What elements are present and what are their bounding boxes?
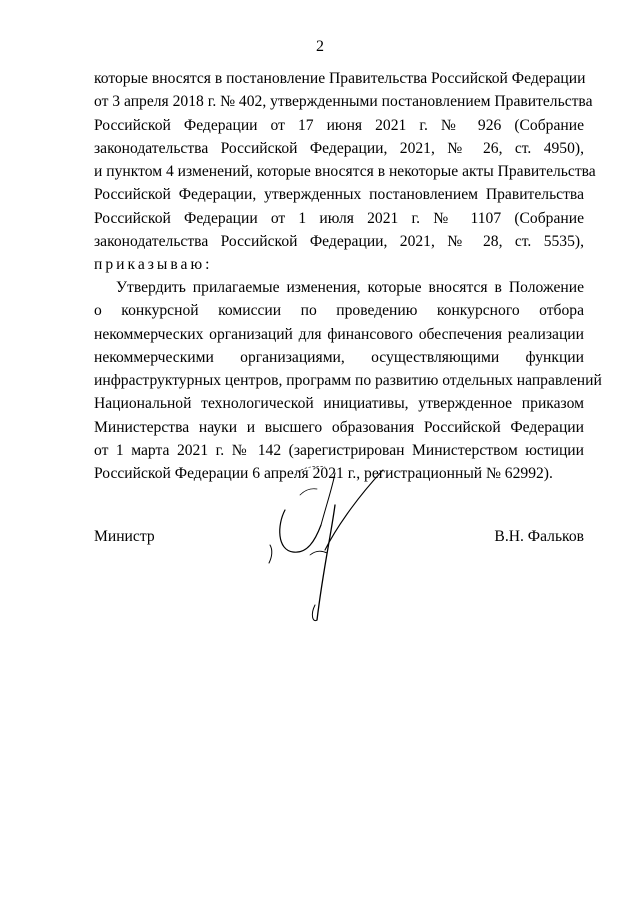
text-line: Российской Федерации от 1 июля 2021 г. № 1107 (Собрание [94, 209, 584, 227]
text-line: Российской Федерации от 17 июня 2021 г. № 926 (Собрание [94, 116, 584, 134]
text-line: законодательства Российской Федерации, 2021, № 26, ст. 4950), [94, 139, 584, 157]
signatory-title: Министр [94, 528, 155, 545]
signatory-name: В.Н. Фальков [494, 528, 584, 545]
text-line: о конкурсной комиссии по проведению конкурсного отбора [94, 302, 584, 320]
text-line: некоммерческих организаций для финансового обеспечения реализации [94, 325, 584, 343]
page-number: 2 [316, 38, 324, 55]
handwritten-signature [255, 455, 415, 630]
text-line: Российской Федерации, утвержденных постановлением Правительства [94, 186, 584, 204]
text-line: от 1 марта 2021 г. № 142 (зарегистрирован Министерством юстиции [94, 442, 584, 460]
text-line: Российской Федерации 6 апреля 2021 г., регистрационный № 62992). [94, 465, 553, 483]
text-line: Министерства науки и высшего образования Российской Федерации [94, 418, 584, 436]
text-line: которые вносятся в постановление Правительства Российской Федерации [94, 70, 586, 87]
text-line: законодательства Российской Федерации, 2021, № 28, ст. 5535), [94, 233, 584, 251]
paragraph-preamble [94, 67, 596, 277]
order-word: приказываю: [94, 256, 213, 274]
text-line: от 3 апреля 2018 г. № 402, утвержденными постановлением Правительства [94, 93, 593, 111]
text-line: некоммерческими организациями, осуществляющими функции [94, 348, 584, 366]
text-line: Утвердить прилагаемые изменения, которые вносятся в Положение [116, 279, 584, 296]
text-line: Национальной технологической инициативы, утвержденное приказом [94, 395, 584, 413]
text-line: инфраструктурных центров, программ по развитию отдельных направлений [94, 372, 602, 390]
text-line: и пунктом 4 изменений, которые вносятся в некоторые акты Правительства [94, 163, 596, 181]
